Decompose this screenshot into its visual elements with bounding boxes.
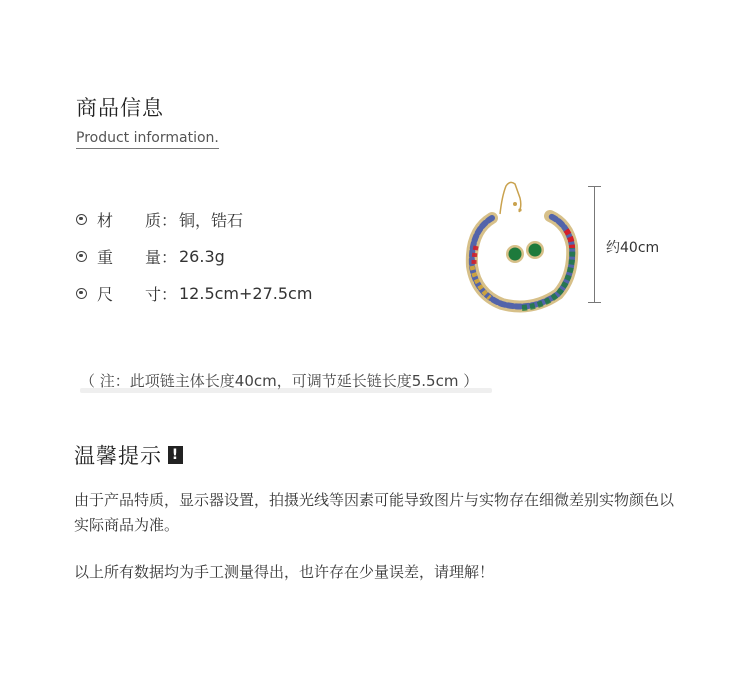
necklace-chain	[500, 182, 522, 214]
earrings	[506, 241, 544, 263]
tips-paragraph: 由于产品特质，显示器设置，拍摄光线等因素可能导致图片与实物存在细微差别实物颜色以实际商品为准。	[74, 491, 675, 534]
target-bullet-icon	[76, 288, 87, 299]
dimension-label: 约40cm	[606, 240, 660, 256]
dimension-cap-bottom	[588, 302, 601, 303]
section-title: 商品信息	[76, 96, 164, 120]
spec-row-material	[76, 208, 243, 230]
spec-label: 尺 寸：	[97, 284, 178, 304]
exclamation-icon: !	[168, 446, 183, 464]
tips-title	[74, 440, 183, 470]
spec-value: 26.3g	[179, 246, 225, 266]
dimension-line	[594, 186, 595, 303]
spec-label: 重 量：	[97, 247, 178, 267]
spec-label: 材 质：	[97, 210, 178, 230]
dimension-cap-top	[588, 186, 601, 187]
spec-value: 铜，锆石	[179, 210, 244, 230]
target-bullet-icon	[76, 214, 87, 225]
spec-row-weight	[76, 245, 225, 267]
length-note: （ 注：此项链主体长度40cm，可调节延长链长度5.5cm ）	[80, 372, 479, 390]
tips-title-text: 温馨提示	[74, 444, 162, 468]
tips-paragraph: 以上所有数据均为手工测量得出，也许存在少量误差，请理解！	[74, 563, 495, 581]
target-bullet-icon	[76, 251, 87, 262]
product-image	[462, 176, 587, 316]
spec-value: 12.5cm+27.5cm	[179, 283, 313, 303]
necklace-collar	[472, 216, 572, 308]
spec-row-size	[76, 282, 312, 304]
section-subtitle: Product information.	[76, 130, 219, 149]
